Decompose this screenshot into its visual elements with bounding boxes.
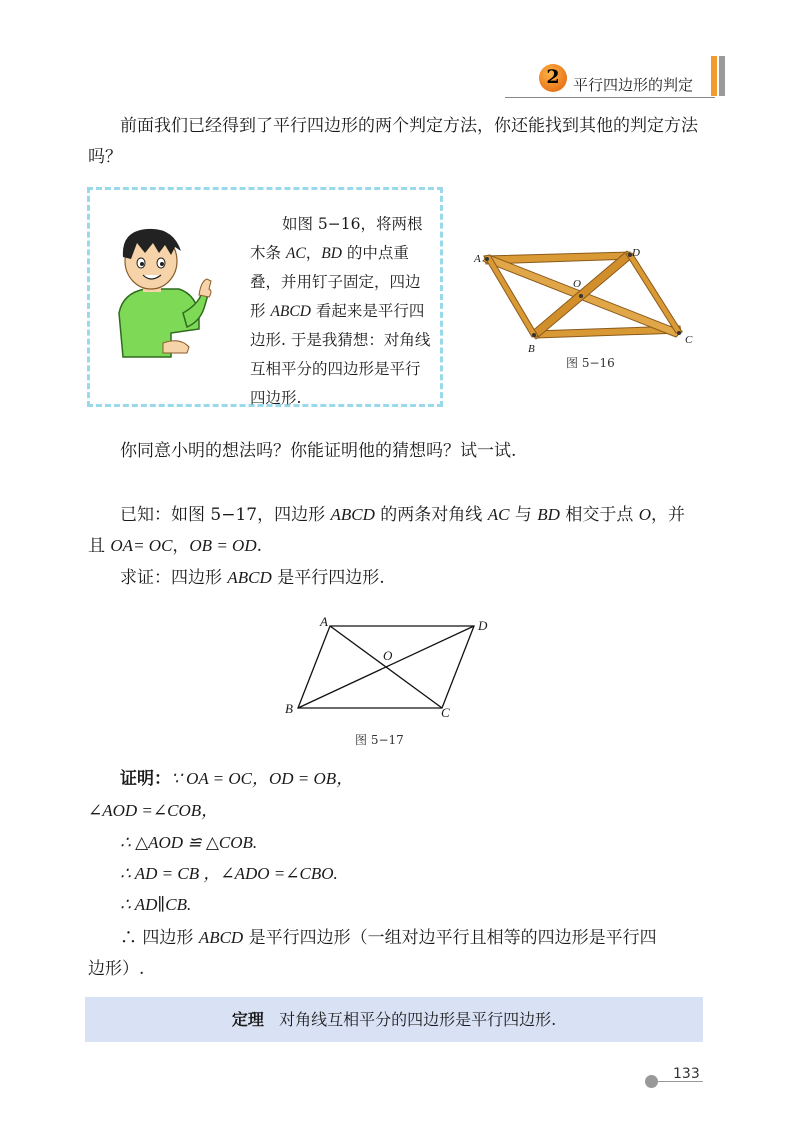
bubble-text bbox=[250, 210, 435, 413]
fig516-label-d: D bbox=[632, 247, 640, 259]
bubble-text-part: 如图 5−16，将两根木条 bbox=[250, 215, 423, 262]
page-number: 133 bbox=[673, 1066, 700, 1082]
prove-line bbox=[120, 562, 385, 594]
given-text: 与 bbox=[509, 505, 538, 525]
given-eq1: OA= OC bbox=[110, 536, 173, 555]
proof-line-6 bbox=[120, 922, 657, 954]
section-title: 平行四边形的判定 bbox=[573, 76, 694, 94]
header-bar-orange bbox=[711, 56, 717, 96]
fig516-label-c: C bbox=[685, 334, 693, 346]
proof-text: ∴ 四边形 bbox=[120, 928, 199, 948]
given-ac: AC bbox=[487, 505, 510, 524]
given-bd: BD bbox=[537, 505, 560, 524]
given-text: 相交于点 bbox=[559, 505, 639, 525]
intro-line-1 bbox=[88, 111, 703, 173]
fig516-label-o: O bbox=[573, 278, 581, 290]
fig517-label-c: C bbox=[441, 705, 450, 720]
bubble-text-part: 看起来是平行四边形. 于是我猜想：对角线互相平分的四边形是平行四边形. bbox=[250, 302, 431, 407]
given-text: . bbox=[256, 536, 262, 556]
given-line-2 bbox=[88, 530, 262, 562]
proof-line-7: 边形）. bbox=[88, 959, 145, 979]
boy-illustration bbox=[105, 225, 215, 360]
given-o: O bbox=[638, 505, 652, 524]
proof-text: 是平行四边形（一组对边平行且相等的四边形是平行四 bbox=[243, 928, 657, 948]
fig516-caption: 图 5−16 bbox=[566, 356, 615, 370]
proof-line-1 bbox=[120, 763, 353, 795]
proof-abcd: ABCD bbox=[198, 928, 244, 947]
proof-line-4: ∴ AD = CB ，∠ADO =∠CBO. bbox=[120, 864, 338, 883]
given-text: 已知：如图 5−17，四边形 bbox=[120, 505, 331, 525]
proof-line-3: ∴ △AOD ≌ △COB. bbox=[120, 833, 258, 852]
given-text: ，并 bbox=[651, 505, 686, 525]
header-rule bbox=[505, 97, 715, 98]
bubble-ac: AC bbox=[285, 245, 306, 262]
section-number-badge: 2 bbox=[539, 64, 567, 92]
page-number-dot bbox=[645, 1075, 658, 1088]
prove-text: 求证：四边形 bbox=[120, 568, 228, 588]
bubble-sep: ， bbox=[305, 244, 322, 262]
given-abcd: ABCD bbox=[330, 505, 375, 524]
given-text: 且 bbox=[88, 536, 111, 556]
given-text: ， bbox=[172, 536, 190, 556]
figure-5-16 bbox=[470, 245, 700, 370]
given-line-1 bbox=[120, 499, 685, 531]
theorem-text: 对角线互相平分的四边形是平行四边形. bbox=[279, 1010, 557, 1029]
bubble-abcd: ABCD bbox=[270, 303, 311, 320]
prove-abcd: ABCD bbox=[227, 568, 272, 587]
fig517-label-a: A bbox=[320, 614, 328, 629]
given-text: 的两条对角线 bbox=[374, 505, 488, 525]
fig517-caption: 图 5−17 bbox=[355, 733, 404, 747]
fig517-label-b: B bbox=[285, 701, 293, 716]
fig516-label-b: B bbox=[528, 343, 535, 355]
prove-text: 是平行四边形. bbox=[271, 568, 385, 588]
proof-line-2: ∠AOD =∠COB， bbox=[88, 801, 219, 820]
fig517-label-o: O bbox=[383, 648, 393, 663]
proof-line-5: ∴ AD∥CB. bbox=[120, 895, 192, 914]
figure-5-17 bbox=[290, 620, 490, 715]
proof-label: 证明： bbox=[120, 769, 171, 789]
intro-text: 前面我们已经得到了平行四边形的两个判定方法，你还能找到其他的判定方法吗？ bbox=[88, 116, 698, 167]
diagonal-bd bbox=[298, 626, 474, 708]
fig517-label-d: D bbox=[478, 618, 488, 633]
theorem-box bbox=[85, 997, 703, 1042]
bubble-bd: BD bbox=[321, 245, 342, 262]
given-eq2: OB = OD bbox=[189, 536, 257, 555]
theorem-label: 定理 bbox=[231, 1010, 264, 1029]
proof-text: ∵ OA = OC，OD = OB， bbox=[171, 769, 354, 788]
fig516-label-a: A bbox=[474, 253, 481, 265]
header-bar-gray bbox=[719, 56, 725, 96]
question-text: 你同意小明的想法吗？你能证明他的猜想吗？试一试. bbox=[120, 441, 517, 461]
bubble-text-part: 的中点重叠，并用钉子固定，四边形 bbox=[250, 244, 421, 320]
